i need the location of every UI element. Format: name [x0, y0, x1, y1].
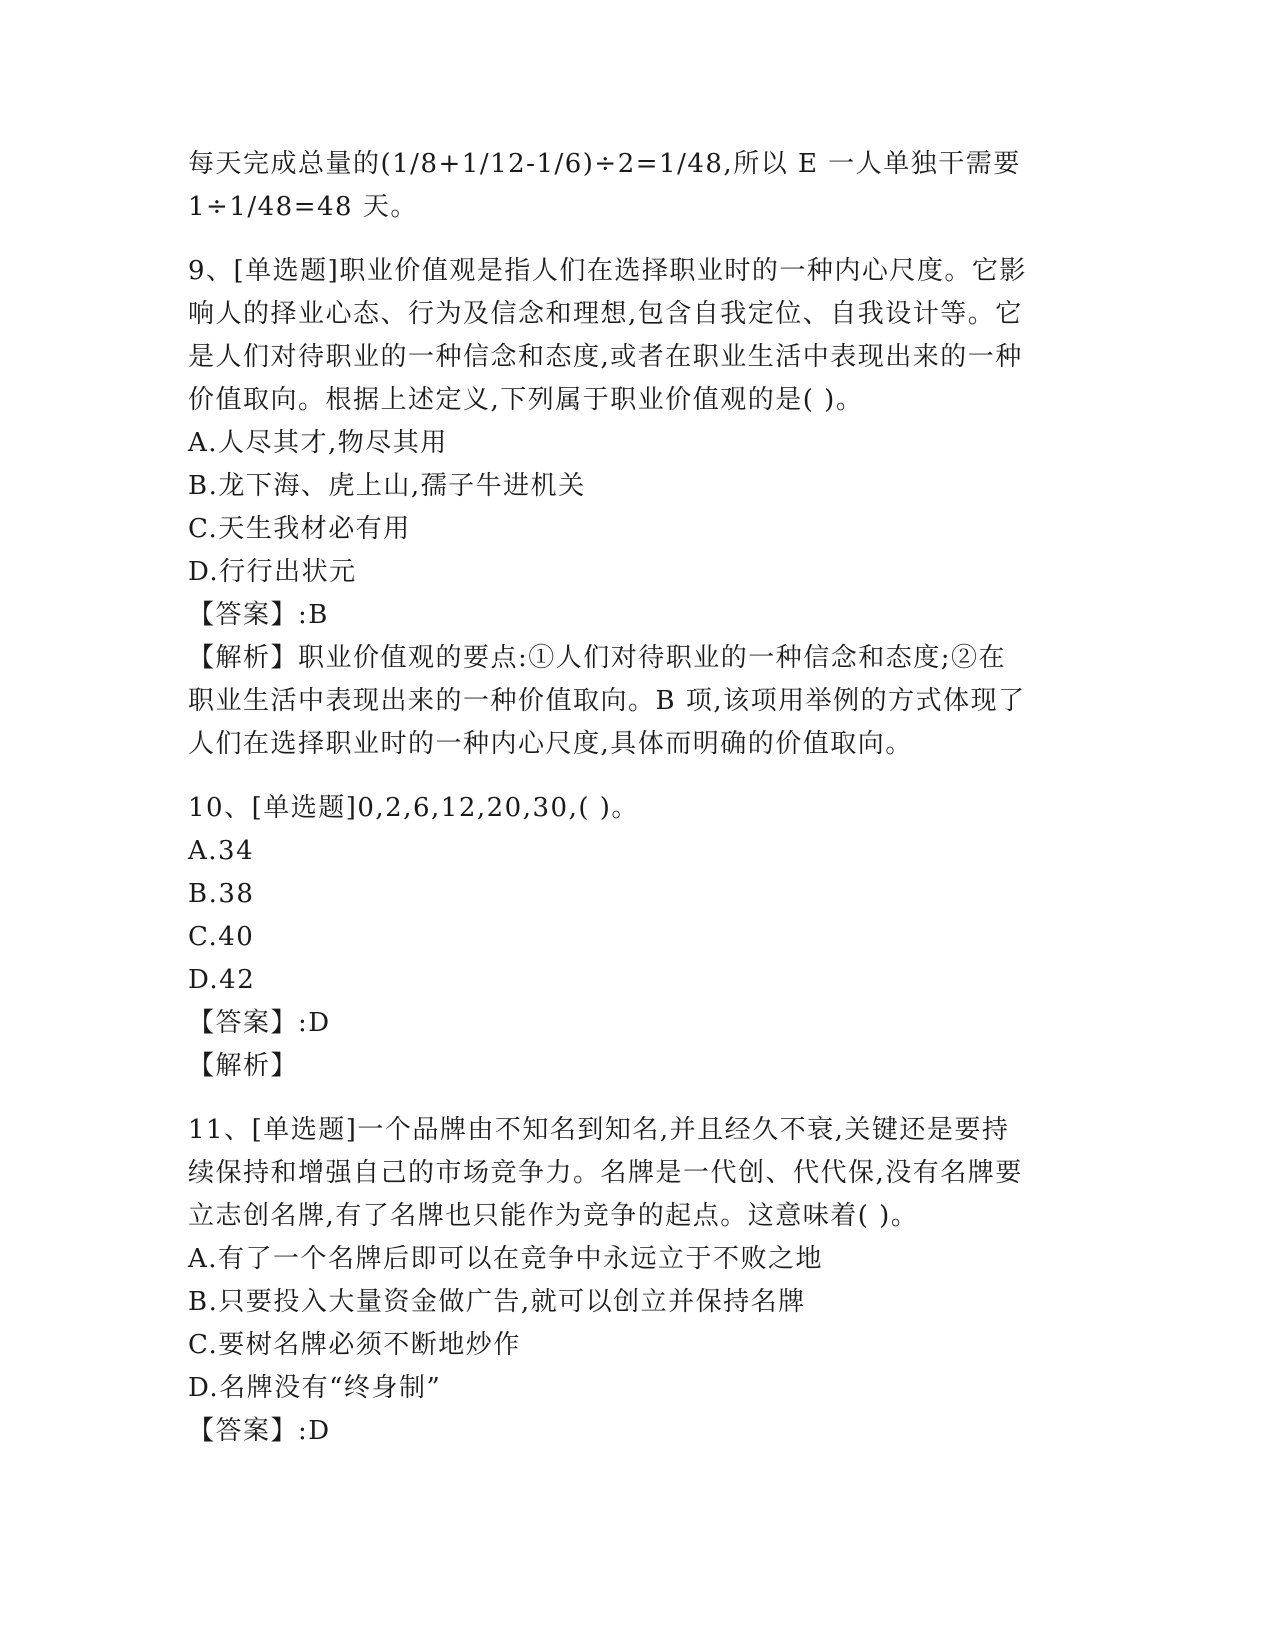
text-line: 1÷1/48=48 天。 [188, 192, 418, 222]
option-b: B.龙下海、虎上山,孺子牛进机关 [188, 471, 586, 501]
question-11 [188, 1109, 1088, 1453]
analysis-line: 职业生活中表现出来的一种价值取向。B 项,该项用举例的方式体现了 [188, 686, 1026, 716]
text-line: 每天完成总量的(1/8+1/12-1/6)÷2=1/48,所以 E 一人单独干需要 [188, 149, 1021, 179]
question-stem-line: 续保持和增强自己的市场竞争力。名牌是一代创、代代保,没有名牌要 [188, 1158, 1023, 1188]
question-stem-line: 响人的择业心态、行为及信念和理想,包含自我定位、自我设计等。它 [188, 299, 1023, 329]
document-page [188, 143, 1088, 1453]
question-stem-line: 11、[单选题]一个品牌由不知名到知名,并且经久不衰,关键还是要持 [188, 1115, 1010, 1145]
option-b: B.38 [188, 879, 255, 909]
spacer [188, 229, 1088, 250]
previous-analysis-continuation [188, 143, 1088, 229]
option-d: D.行行出状元 [188, 557, 357, 587]
analysis-line: 【解析】职业价值观的要点:①人们对待职业的一种信念和态度;②在 [188, 643, 1007, 673]
question-stem-line: 9、[单选题]职业价值观是指人们在选择职业时的一种内心尺度。它影 [188, 256, 1027, 286]
analysis-line: 人们在选择职业时的一种内心尺度,具体而明确的价值取向。 [188, 729, 913, 759]
option-a: A.34 [188, 836, 255, 866]
answer-line: 【答案】:D [188, 1416, 331, 1446]
question-stem-line: 是人们对待职业的一种信念和态度,或者在职业生活中表现出来的一种 [188, 342, 1023, 372]
question-10 [188, 787, 1088, 1088]
question-stem-line: 10、[单选题]0,2,6,12,20,30,( )。 [188, 793, 639, 823]
option-c: C.天生我材必有用 [188, 514, 411, 544]
option-c: C.要树名牌必须不断地炒作 [188, 1330, 521, 1360]
option-b: B.只要投入大量资金做广告,就可以创立并保持名牌 [188, 1287, 806, 1317]
answer-line: 【答案】:B [188, 600, 329, 630]
option-a: A.有了一个名牌后即可以在竞争中永远立于不败之地 [188, 1244, 824, 1274]
spacer [188, 766, 1088, 787]
option-d: D.42 [188, 965, 256, 995]
analysis-line: 【解析】 [188, 1051, 299, 1081]
option-c: C.40 [188, 922, 255, 952]
question-stem-line: 立志创名牌,有了名牌也只能作为竞争的起点。这意味着( )。 [188, 1201, 919, 1231]
option-a: A.人尽其才,物尽其用 [188, 428, 448, 458]
question-9 [188, 250, 1088, 766]
question-stem-line: 价值取向。根据上述定义,下列属于职业价值观的是( )。 [188, 385, 864, 415]
option-d: D.名牌没有“终身制” [188, 1373, 442, 1403]
answer-line: 【答案】:D [188, 1008, 331, 1038]
spacer [188, 1088, 1088, 1109]
